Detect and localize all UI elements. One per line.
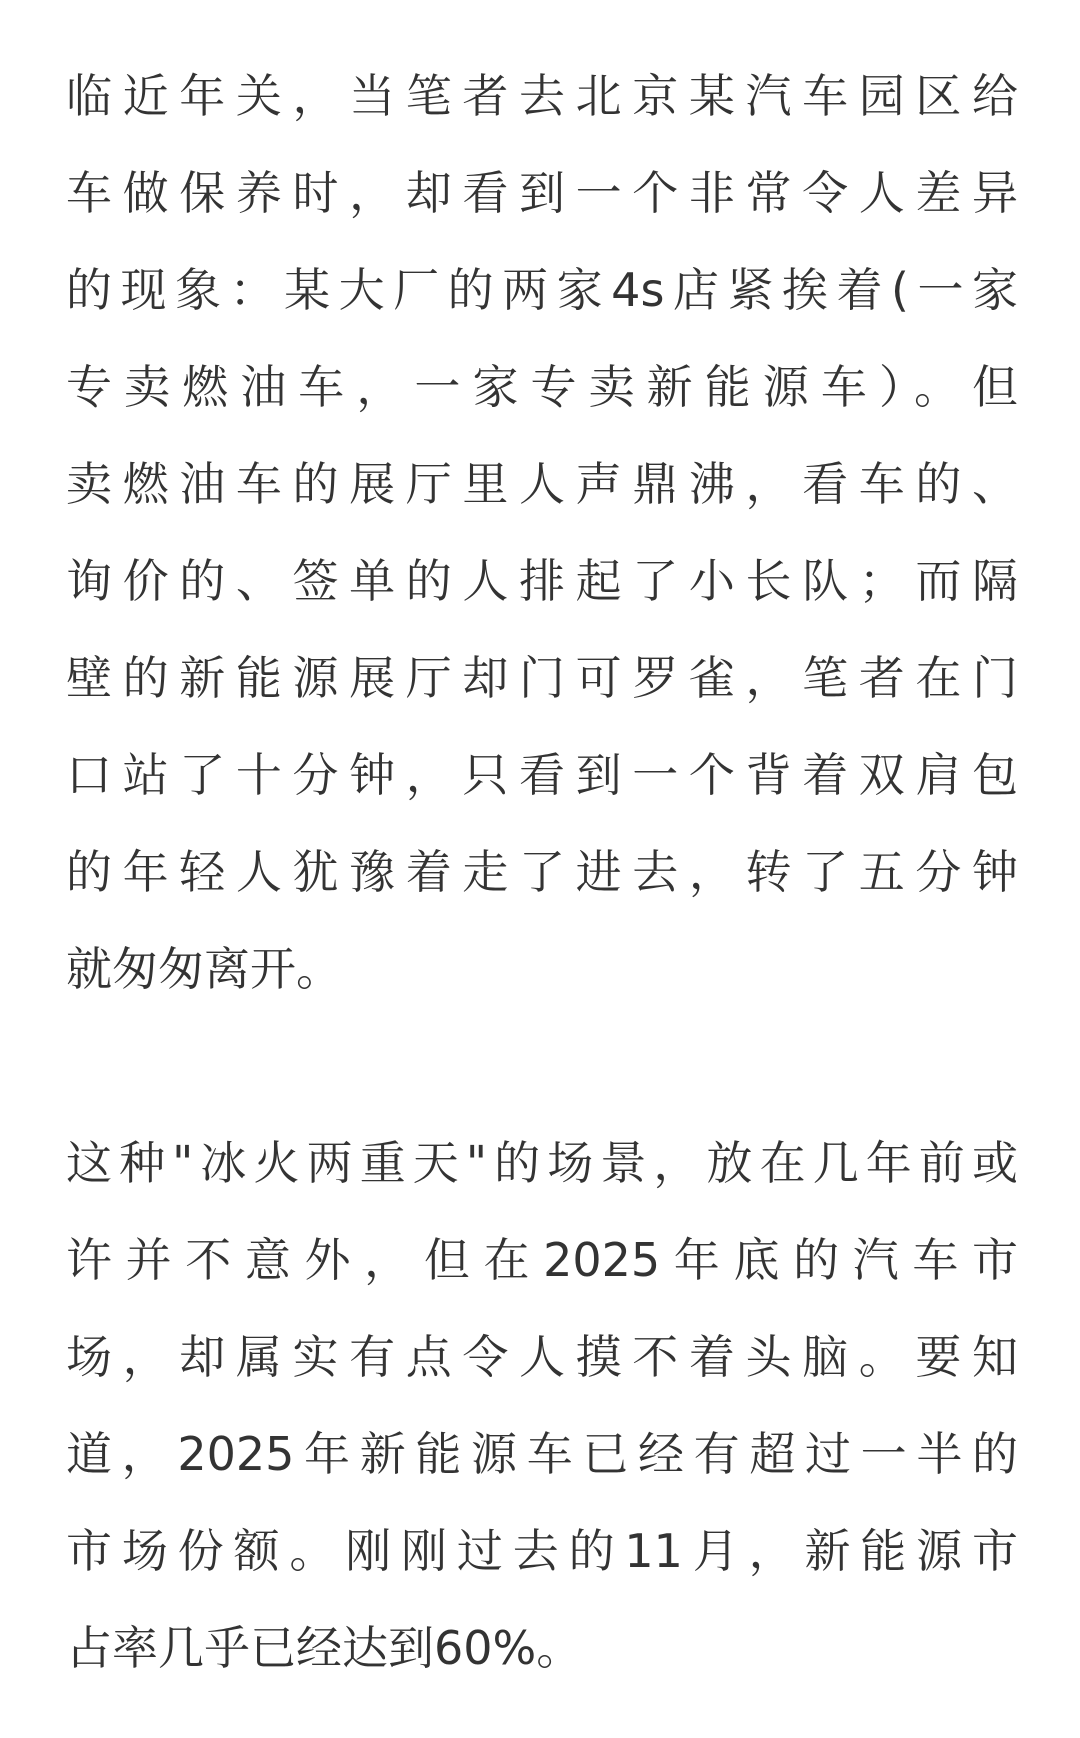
text-line: 的年轻人犹豫着走了进去，转了五分钟 (66, 845, 1018, 899)
paragraph-2 (66, 1115, 1018, 1697)
text-line: 口站了十分钟，只看到一个背着双肩包 (66, 748, 1018, 802)
text-line: 的现象：某大厂的两家4s店紧挨着(一家 (66, 263, 1018, 317)
text-line: 就匆匆离开。 (66, 942, 342, 996)
paragraph-spacer (66, 1018, 1018, 1115)
text-line: 道，2025年新能源车已经有超过一半的 (66, 1427, 1018, 1481)
text-line: 专卖燃油车，一家专卖新能源车）。但 (66, 360, 1018, 414)
text-line: 卖燃油车的展厅里人声鼎沸，看车的、 (66, 457, 1018, 511)
text-line: 壁的新能源展厅却门可罗雀，笔者在门 (66, 651, 1018, 705)
text-line: 市场份额。刚刚过去的11月，新能源市 (66, 1524, 1018, 1578)
text-line: 占率几乎已经达到60%。 (66, 1621, 583, 1675)
paragraph-1 (66, 48, 1018, 1018)
text-line: 车做保养时，却看到一个非常令人差异 (66, 166, 1018, 220)
article-body (66, 48, 1018, 1697)
text-line: 许并不意外，但在2025年底的汽车市 (66, 1233, 1018, 1287)
text-line: 场，却属实有点令人摸不着头脑。要知 (66, 1330, 1018, 1384)
text-line: 临近年关，当笔者去北京某汽车园区给 (66, 69, 1018, 123)
text-line: 询价的、签单的人排起了小长队；而隔 (66, 554, 1018, 608)
text-line: 这种"冰火两重天"的场景，放在几年前或 (66, 1136, 1018, 1190)
